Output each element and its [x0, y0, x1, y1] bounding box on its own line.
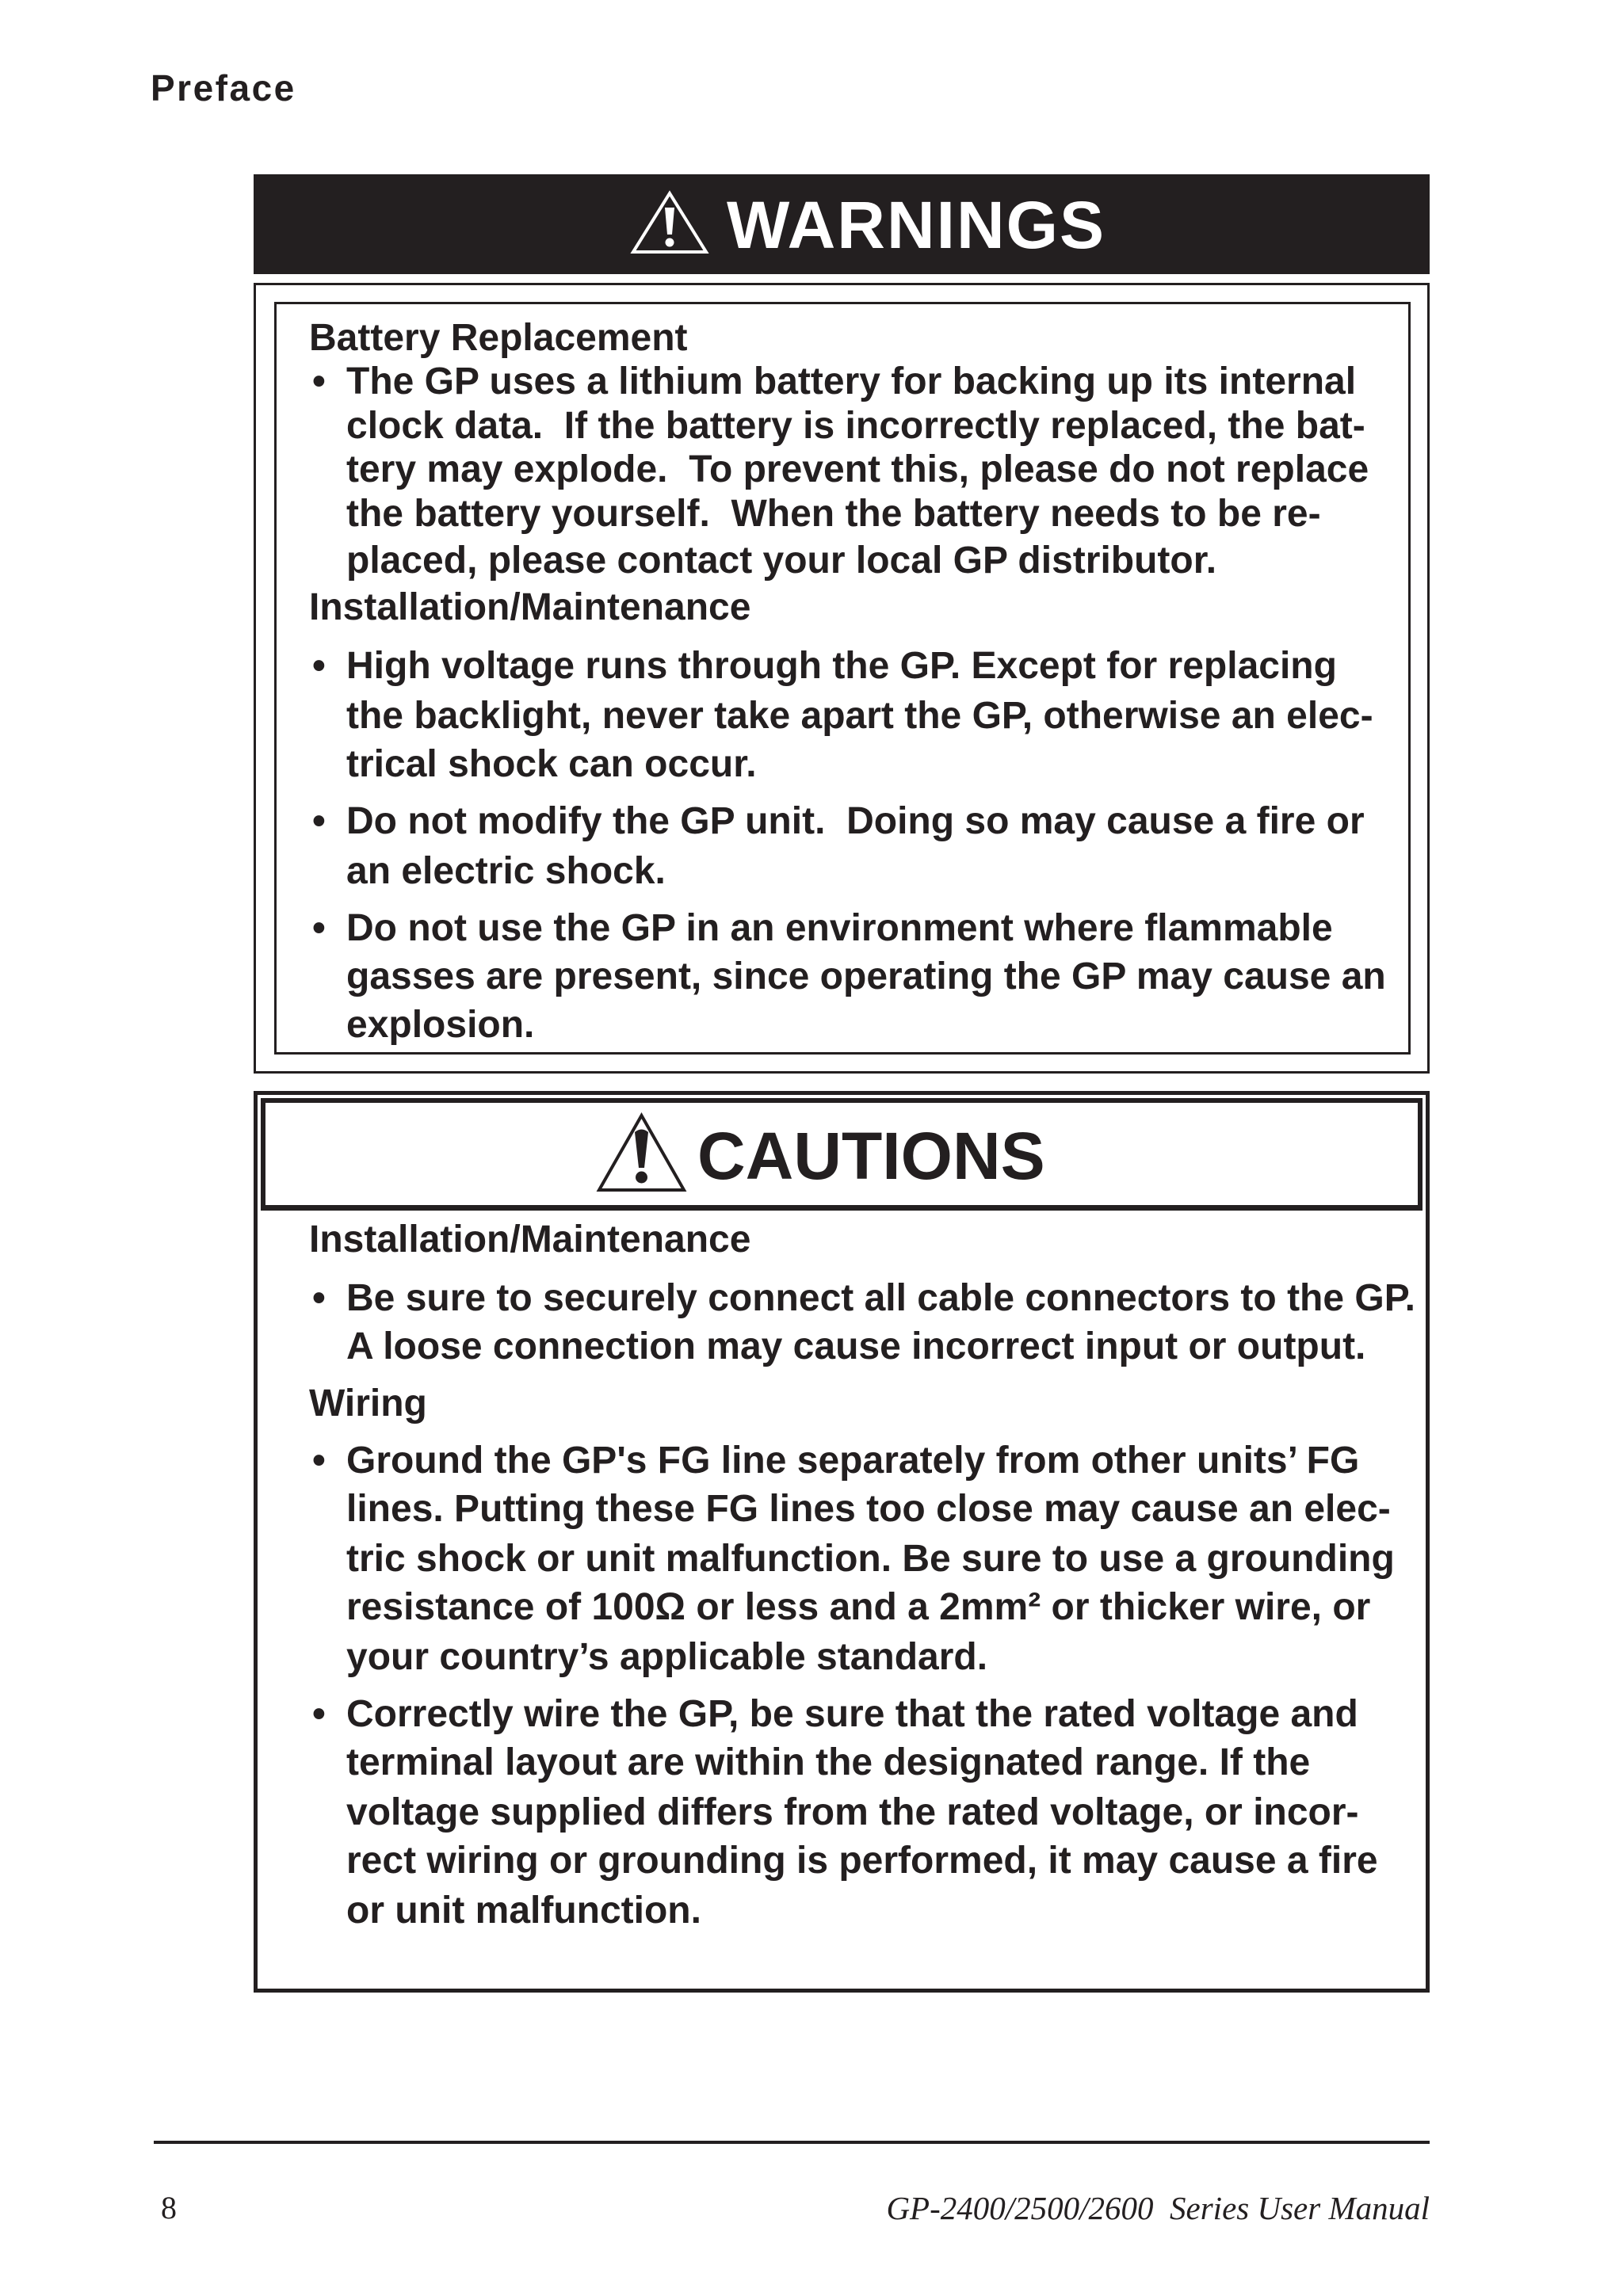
subsection-heading: Installation/Maintenance [309, 586, 751, 628]
footer-rule [154, 2141, 1430, 2144]
subsection-heading: Installation/Maintenance [309, 1219, 751, 1261]
bullet-marker: • [312, 1277, 326, 1319]
bullet-marker: • [312, 1440, 326, 1482]
text-line: A loose connection may cause incorrect input or output. [346, 1325, 1366, 1367]
text-line: Do not use the GP in an environment where flammable [346, 907, 1333, 949]
caution-triangle-icon [596, 1112, 687, 1193]
text-line: High voltage runs through the GP. Except for replacing [346, 645, 1337, 687]
text-line: Be sure to securely connect all cable connectors to the GP. [346, 1277, 1415, 1319]
exclamation-dot [666, 238, 674, 247]
text-line: lines. Putting these FG lines too close may cause an elec- [346, 1488, 1391, 1530]
text-line: resistance of 100Ω or less and a 2mm² or thicker wire, or [346, 1586, 1371, 1628]
bullet-marker: • [312, 1693, 326, 1735]
page-number: 8 [161, 2190, 177, 2225]
running-header: Preface [151, 67, 296, 109]
text-line: the battery yourself. When the battery needs to be re- [346, 493, 1321, 535]
text-line: voltage supplied differs from the rated voltage, or incor- [346, 1791, 1359, 1833]
text-line: an electric shock. [346, 850, 666, 892]
bullet-marker: • [312, 360, 326, 402]
cautions-title: CAUTIONS [697, 1119, 1045, 1193]
exclamation-dot [636, 1172, 647, 1184]
text-line: clock data. If the battery is incorrectly replaced, the bat- [346, 405, 1365, 447]
manual-title: GP-2400/2500/2600 Series User Manual [886, 2190, 1430, 2226]
text-line: your country’s applicable standard. [346, 1636, 988, 1678]
text-line: tric shock or unit malfunction. Be sure to use a grounding [346, 1538, 1395, 1580]
text-line: or unit malfunction. [346, 1890, 701, 1932]
bullet-marker: • [312, 645, 326, 687]
text-line: trical shock can occur. [346, 743, 757, 785]
text-line: Do not modify the GP unit. Doing so may cause a fire or [346, 800, 1365, 842]
text-line: gasses are present, since operating the GP may cause an [346, 955, 1386, 997]
text-line: tery may explode. To prevent this, please do not replace [346, 448, 1369, 490]
text-line: rect wiring or grounding is performed, it may cause a fire [346, 1840, 1378, 1882]
text-line: Ground the GP's FG line separately from other units’ FG [346, 1440, 1360, 1482]
text-line: placed, please contact your local GP distributor. [346, 540, 1217, 582]
bullet-marker: • [312, 800, 326, 842]
text-line: the backlight, never take apart the GP, otherwise an elec- [346, 695, 1373, 737]
warnings-title: WARNINGS [727, 188, 1106, 262]
text-line: terminal layout are within the designated range. If the [346, 1741, 1311, 1783]
subsection-heading: Battery Replacement [309, 317, 688, 359]
bullet-marker: • [312, 907, 326, 949]
warnings-title-bar [254, 174, 1430, 274]
cautions-title-box [261, 1098, 1423, 1211]
exclamation-bar [665, 208, 674, 235]
subsection-heading: Wiring [309, 1383, 427, 1425]
text-line: The GP uses a lithium battery for backing up its internal [346, 360, 1357, 402]
text-line: Correctly wire the GP, be sure that the rated voltage and [346, 1693, 1358, 1735]
text-line: explosion. [346, 1004, 535, 1046]
warning-triangle-icon [630, 190, 709, 255]
